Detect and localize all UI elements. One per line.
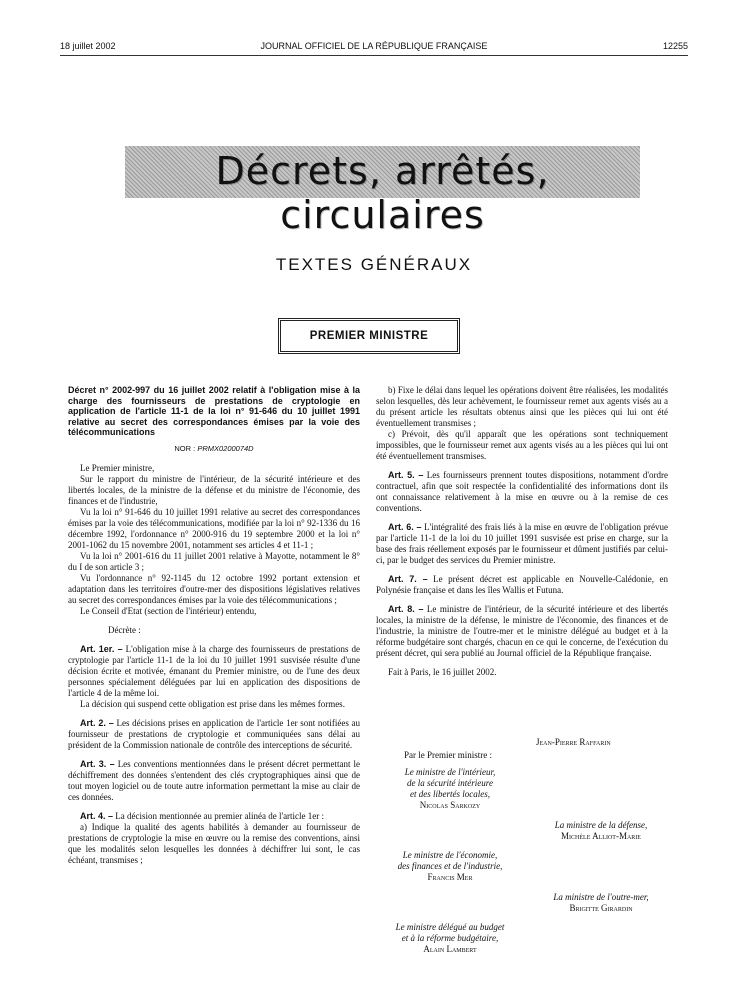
- article-6-text: L'intégralité des frais liés à la mise en œuvre de l'obligation prévue par l'article 11-1 de la loi du 10 juillet 1991 susvisée est prise en charge, sur la base des frais réellement exposés par le fournisseur et dûment justifiés par celui-ci, par le budget des services du Premier ministre.: [376, 522, 669, 565]
- article-5: [376, 470, 668, 514]
- article-1-label: Art. 1er. –: [80, 643, 123, 654]
- article-4-c: c) Prévoit, dès qu'il apparaît que les opérations sont techniquement impossibles, que le fournisseur remet aux agents visés au a les pièces qui lui ont été éventuellement transmises.: [376, 429, 668, 461]
- article-8: [376, 604, 668, 659]
- article-7-text: Le présent décret est applicable en Nouvelle-Calédonie, en Polynésie française et dans les îles Wallis et Futuna.: [376, 574, 669, 595]
- banner-title: Décrets, arrêtés, circulaires: [215, 149, 550, 237]
- article-8-text: Le ministre de l'intérieur, de la sécurité intérieure et des libertés locales, la ministre de la défense, le ministre de l'économie, des finances et de l'industrie, la ministre de l'outre-mer et le ministre délégué au budget et à la réforme budgétaire sont chargés, chacun en ce qui le concerne, de l'exécution du présent décret, qui sera publié au Journal officiel de la République française.: [376, 604, 669, 658]
- article-2-label: Art. 2. –: [80, 717, 114, 728]
- preamble-5: Le Conseil d'Etat (section de l'intérieur) entendu,: [80, 605, 257, 616]
- preamble-2: Vu la loi n° 91-646 du 10 juillet 1991 relative au secret des correspondances émises par la voie des télécommunications, modifiée par la loi n° 92-1336 du 16 décembre 1992, l'ordonnance n° 2000-916 du 19 septembre 2000 et la loi n° 2001-1062 du 15 novembre 2001, notamment ses articles 4 et 11-1 ;: [68, 506, 360, 550]
- article-6: [376, 522, 668, 566]
- ministry-heading-box: [280, 320, 458, 352]
- right-column: [376, 385, 668, 678]
- nor-line: [68, 443, 360, 454]
- article-3: [68, 759, 360, 803]
- signatory-economy: [370, 850, 530, 883]
- article-4: [68, 811, 360, 822]
- article-3-label: Art. 3. –: [80, 758, 115, 769]
- signatory-budget-role-1: Le ministre délégué au budget: [395, 922, 505, 932]
- nor-label: NOR :: [174, 443, 196, 453]
- signatory-outre-mer-role: La ministre de l'outre-mer,: [553, 892, 649, 902]
- section-banner: [125, 146, 640, 237]
- by-pm: Par le Premier ministre :: [404, 750, 492, 760]
- signatory-economy-role-1: Le ministre de l'économie,: [402, 850, 498, 860]
- signatory-budget: [370, 922, 530, 955]
- signatory-interior: [375, 767, 525, 811]
- pm-name: Jean-Pierre Raffarin: [536, 737, 611, 747]
- article-4-text: La décision mentionnée au premier alinéa de l'article 1er :: [115, 810, 325, 821]
- signatory-defense-name: Michèle Alliot-Marie: [561, 831, 641, 841]
- article-3-text: Les conventions mentionnées dans le présent décret permettant le déchiffrement des données s'entendent des clés cryptographiques ainsi que de tout moyen logiciel ou de toute autre information permettant la mise au clair de ces données.: [68, 758, 361, 802]
- signatory-defense: [526, 820, 676, 842]
- article-2: [68, 718, 360, 751]
- signatory-outre-mer: [526, 892, 676, 914]
- section-title: TEXTES GÉNÉRAUX: [275, 255, 473, 274]
- preamble-1: Sur le rapport du ministre de l'intérieur, de la sécurité intérieure et des libertés locales, de la ministre de la défense et du ministre de l'économie, des finances et de l'industrie,: [68, 473, 360, 506]
- decret-title: Décret n° 2002-997 du 16 juillet 2002 relatif à l'obligation mise à la charge des fournisseurs de prestations de cryptologie en application de l'article 11-1 de la loi n° 91-646 du 10 juillet 1991 relative au secret des correspondances émises par la voie des télécommunications: [68, 385, 360, 437]
- article-2-text: Les décisions prises en application de l'article 1er sont notifiées au fournisseur de prestations de cryptologie et communiquées sans délai au président de la Commission nationale de contrôle des interceptions de sécurité.: [68, 717, 361, 750]
- signatory-defense-role: La ministre de la défense,: [554, 820, 648, 830]
- signatory-outre-mer-name: Brigitte Girardin: [569, 903, 633, 913]
- header-page-number: 12255: [662, 41, 688, 51]
- article-5-text: Les fournisseurs prennent toutes dispositions, notamment d'ordre contractuel, afin que soit respectée la confidentialité des informations dont ils ont connaissance relativement à la mise en œuvre ou à la remise de ces conventions.: [376, 470, 668, 513]
- article-1: [68, 644, 360, 699]
- signatory-economy-name: Francis Mer: [427, 872, 473, 882]
- preamble-4: Vu l'ordonnance n° 92-1145 du 12 octobre 1992 portant extension et adaptation dans les territoires d'outre-mer des dispositions législatives relatives au secret des correspondances émises par la voie des télécommunications ;: [68, 572, 360, 605]
- signatory-interior-role-1: Le ministre de l'intérieur,: [404, 767, 496, 777]
- left-column: [68, 385, 360, 866]
- preamble-0: Le Premier ministre,: [80, 462, 155, 473]
- header-date: 18 juillet 2002: [60, 41, 116, 51]
- pm-signature: [536, 737, 611, 748]
- signatory-interior-name: Nicolas Sarkozy: [419, 800, 481, 810]
- article-4-b: b) Fixe le délai dans lequel les opérations doivent être réalisées, les modalités selon lesquelles, dès leur achèvement, le fournisseur remet aux agents visés au a du présent article les résultats obtenus ainsi que les pièces qui lui ont été éventuellement transmises ;: [376, 385, 668, 428]
- signatory-budget-name: Alain Lambert: [423, 944, 477, 954]
- article-1-text: L'obligation mise à la charge des fournisseurs de prestations de cryptologie par l'article 11-1 de la loi du 10 juillet 1991 susvisée résulte d'une décision écrite et motivée, émanant du Premier ministre, ou de l'une des deux personnes spécialement déléguées par lui en application des dispositions de l'article 4 de la même loi.: [68, 643, 360, 698]
- article-7-label: Art. 7. –: [388, 574, 428, 584]
- signatory-economy-role-2: des finances et de l'industrie,: [397, 861, 503, 871]
- article-4-a: a) Indique la qualité des agents habilités à demander au fournisseur de prestations de cryptologie la mise en œuvre ou la remise des conventions, ainsi que les modalités selon lesquelles les données à déchiffrer lui sont, le cas échéant, transmises ;: [68, 821, 360, 865]
- signatory-budget-role-2: et à la réforme budgétaire,: [401, 933, 499, 943]
- article-8-label: Art. 8. –: [388, 604, 424, 614]
- article-4-label: Art. 4. –: [80, 810, 114, 821]
- article-6-label: Art. 6. –: [388, 522, 422, 532]
- article-7: [376, 574, 668, 596]
- done-at: Fait à Paris, le 16 juillet 2002.: [388, 667, 497, 677]
- article-1-para-2: La décision qui suspend cette obligation est prise dans les mêmes formes.: [80, 698, 345, 709]
- ministry-heading: PREMIER MINISTRE: [309, 330, 429, 342]
- article-5-label: Art. 5. –: [388, 470, 424, 480]
- decrete: Décrète :: [108, 624, 141, 635]
- preamble-3: Vu la loi n° 2001-616 du 11 juillet 2001 relative à Mayotte, notamment le 8° du I de son article 3 ;: [68, 550, 360, 572]
- header-rule: [60, 55, 688, 56]
- signatory-interior-role-2: de la sécurité intérieure: [407, 778, 493, 788]
- nor-value: PRMX0200074D: [197, 443, 254, 453]
- signatory-interior-role-3: et des libertés locales,: [410, 789, 490, 799]
- header-journal-title: JOURNAL OFFICIEL DE LA RÉPUBLIQUE FRANÇAISE: [260, 41, 488, 51]
